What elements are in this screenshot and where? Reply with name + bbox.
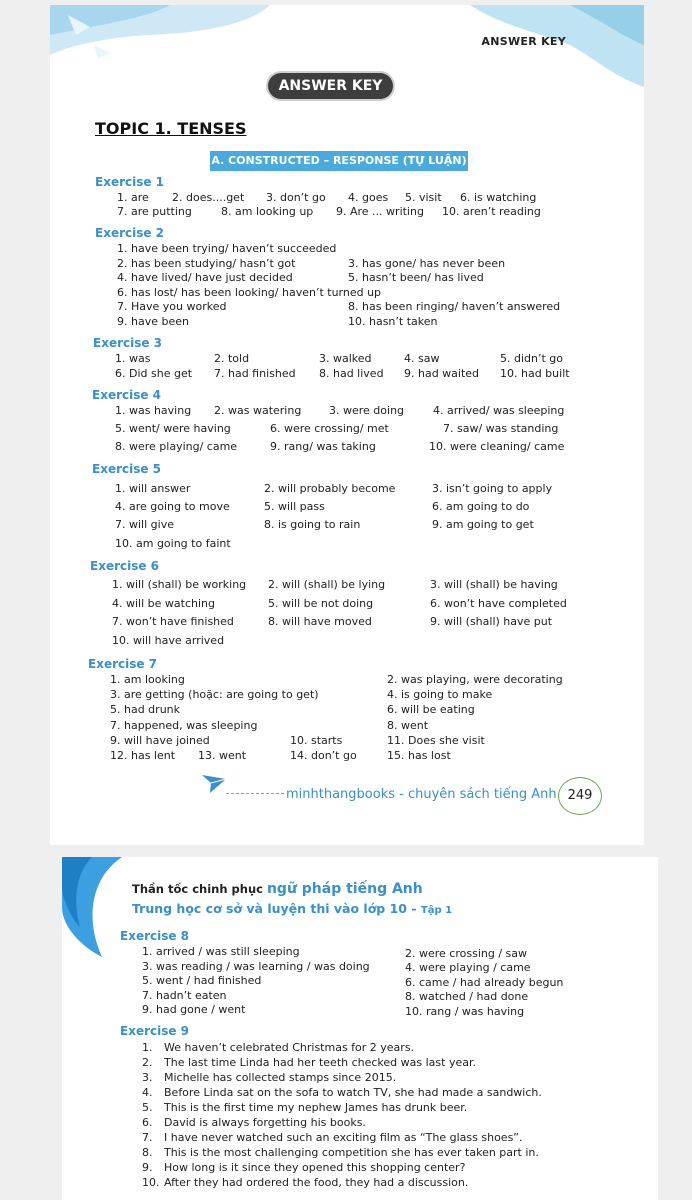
answer: 3. has gone/ has never been <box>348 257 506 270</box>
answer: 1. am looking <box>110 673 185 686</box>
answer: 4. are going to move <box>115 500 230 513</box>
answer: 5. will be not doing <box>268 597 374 610</box>
answer: 9. have been <box>117 315 189 328</box>
page-249 <box>50 5 644 845</box>
answer: 8. went <box>387 719 429 732</box>
answer: 7. hadn’t eaten <box>142 989 227 1002</box>
item-text: I have never watched such an exciting film as “The glass shoes”. <box>164 1131 523 1144</box>
answer: 4. were playing / came <box>405 961 531 974</box>
answer: 13. went <box>198 749 247 762</box>
answer: 4. will be watching <box>112 597 215 610</box>
answer: 5. went/ were having <box>115 422 231 435</box>
answer: 1. was <box>115 352 151 365</box>
item-text: How long is it since they opened this shopping center? <box>164 1161 466 1174</box>
answer: 3. were doing <box>329 404 405 417</box>
answer: 6. won’t have completed <box>430 597 567 610</box>
exercise-9-title: Exercise 9 <box>120 1024 190 1038</box>
answer: 4. have lived/ have just decided <box>117 271 293 284</box>
item-number: 10. <box>142 1176 160 1189</box>
answer: 9. had gone / went <box>142 1003 246 1016</box>
item-text: Michelle has collected stamps since 2015. <box>164 1071 397 1084</box>
answer: 8. were playing/ came <box>115 440 238 453</box>
answer: 1. are <box>117 191 149 204</box>
answer: 2. does....get <box>172 191 245 204</box>
answer: 3. isn’t going to apply <box>432 482 553 495</box>
answer: 10. hasn’t taken <box>348 315 438 328</box>
answer: 1. arrived / was still sleeping <box>142 945 300 958</box>
item-number: 2. <box>142 1056 153 1069</box>
answer: 10. will have arrived <box>112 634 225 647</box>
list-item <box>142 1176 468 1189</box>
topic-title: TOPIC 1. TENSES <box>95 119 247 138</box>
exercise-6-title: Exercise 6 <box>90 559 160 573</box>
item-number: 7. <box>142 1131 153 1144</box>
answer: 2. has been studying/ hasn’t got <box>117 257 296 270</box>
answer: 10. had built <box>500 367 570 380</box>
running-header: ANSWER KEY <box>481 35 566 48</box>
answer: 9. rang/ was taking <box>270 440 376 453</box>
footer-dotted-line <box>226 793 284 794</box>
answer: 8. had lived <box>319 367 384 380</box>
answer: 1. was having <box>115 404 192 417</box>
answer: 7. saw/ was standing <box>443 422 559 435</box>
answer: 7. Have you worked <box>117 300 227 313</box>
answer: 3. don’t go <box>266 191 326 204</box>
item-text: This is the first time my nephew James has drunk beer. <box>164 1101 468 1114</box>
answer: 6. will be eating <box>387 703 475 716</box>
item-text: The last time Linda had her teeth checked was last year. <box>164 1056 476 1069</box>
item-number: 6. <box>142 1116 153 1129</box>
list-item <box>142 1101 467 1114</box>
book-subtitle: Trung học cơ sở và luyện thi vào lớp 10 - <box>132 901 421 916</box>
answer: 3. will (shall) be having <box>430 578 558 591</box>
answer: 3. was reading / was learning / was doing <box>142 960 370 973</box>
page-250 <box>62 857 658 1200</box>
answer: 4. is going to make <box>387 688 493 701</box>
answer: 10. am going to faint <box>115 537 231 550</box>
exercise-3-title: Exercise 3 <box>93 336 163 350</box>
answer: 1. will answer <box>115 482 191 495</box>
answer: 6. am going to do <box>432 500 530 513</box>
item-number: 5. <box>142 1101 153 1114</box>
exercise-4-title: Exercise 4 <box>92 388 162 402</box>
answer: 8. am looking up <box>221 205 314 218</box>
item-number: 1. <box>142 1041 153 1054</box>
list-item <box>142 1116 366 1129</box>
footer-publisher: minhthangbooks - chuyên sách tiếng Anh <box>286 787 557 802</box>
answer: 10. were cleaning/ came <box>429 440 565 453</box>
answer: 8. watched / had done <box>405 990 529 1003</box>
list-item <box>142 1146 539 1159</box>
answer: 3. walked <box>319 352 372 365</box>
book-title-highlight: ngữ pháp tiếng Anh <box>266 881 423 897</box>
answer: 8. will have moved <box>268 615 372 628</box>
answer: 5. went / had finished <box>142 974 262 987</box>
book-title-prefix: Thần tốc chinh phục <box>132 882 267 896</box>
answer: 9. Are ... writing <box>336 205 424 218</box>
answer: 5. will pass <box>264 500 325 513</box>
answer: 6. came / had already begun <box>405 976 564 989</box>
book-volume: Tập 1 <box>420 905 453 916</box>
answer: 12. has lent <box>110 749 176 762</box>
answer: 9. will (shall) have put <box>430 615 553 628</box>
answer: 10. rang / was having <box>405 1005 525 1018</box>
exercise-2-title: Exercise 2 <box>95 226 165 240</box>
item-text: After they had ordered the food, they had a discussion. <box>164 1176 469 1189</box>
answer: 6. Did she get <box>115 367 193 380</box>
answer: 7. will give <box>115 518 174 531</box>
list-item <box>142 1131 523 1144</box>
item-number: 9. <box>142 1161 153 1174</box>
page-number: 249 <box>558 777 602 815</box>
list-item <box>142 1071 396 1084</box>
item-number: 8. <box>142 1146 153 1159</box>
section-heading: A. CONSTRUCTED – RESPONSE (TỰ LUẬN) <box>210 151 468 171</box>
answer: 10. starts <box>290 734 343 747</box>
answer: 2. will probably become <box>264 482 396 495</box>
answer: 2. told <box>214 352 250 365</box>
book-title-line-1 <box>132 881 423 897</box>
list-item <box>142 1041 414 1054</box>
answer: 1. have been trying/ haven’t succeeded <box>117 242 337 255</box>
answer: 4. arrived/ was sleeping <box>433 404 565 417</box>
answer: 9. am going to get <box>432 518 534 531</box>
answer: 6. is watching <box>460 191 537 204</box>
answer: 15. has lost <box>387 749 451 762</box>
exercise-7-title: Exercise 7 <box>88 657 158 671</box>
answer: 7. happened, was sleeping <box>110 719 258 732</box>
answer: 8. is going to rain <box>264 518 361 531</box>
exercise-1-title: Exercise 1 <box>95 175 165 189</box>
answer: 14. don’t go <box>290 749 357 762</box>
answer: 2. was watering <box>214 404 302 417</box>
item-text: We haven’t celebrated Christmas for 2 years. <box>164 1041 415 1054</box>
item-number: 3. <box>142 1071 153 1084</box>
header-crescent-decoration <box>62 857 142 977</box>
exercise-5-title: Exercise 5 <box>92 462 162 476</box>
item-text: Before Linda sat on the sofa to watch TV, she had made a sandwich. <box>164 1086 542 1099</box>
item-number: 4. <box>142 1086 153 1099</box>
answer: 11. Does she visit <box>387 734 485 747</box>
answer: 7. had finished <box>214 367 296 380</box>
answer: 5. hasn’t been/ has lived <box>348 271 484 284</box>
answer: 5. didn’t go <box>500 352 564 365</box>
answer: 4. saw <box>404 352 440 365</box>
item-text: This is the most challenging competition she has ever taken part in. <box>164 1146 539 1159</box>
answer: 2. was playing, were decorating <box>387 673 563 686</box>
answer: 2. were crossing / saw <box>405 947 527 960</box>
answer: 5. visit <box>405 191 442 204</box>
answer: 1. will (shall) be working <box>112 578 247 591</box>
answer: 7. won’t have finished <box>112 615 234 628</box>
answer: 3. are getting (hoặc: are going to get) <box>110 688 319 701</box>
answer: 4. goes <box>348 191 389 204</box>
list-item <box>142 1161 465 1174</box>
answer: 7. are putting <box>117 205 192 218</box>
answer-key-banner: ANSWER KEY <box>268 73 393 99</box>
list-item <box>142 1086 542 1099</box>
answer: 2. will (shall) be lying <box>268 578 386 591</box>
item-text: David is always forgetting his books. <box>164 1116 366 1129</box>
list-item <box>142 1056 476 1069</box>
answer: 8. has been ringing/ haven’t answered <box>348 300 561 313</box>
paper-plane-icon <box>200 771 228 795</box>
answer: 9. had waited <box>404 367 480 380</box>
answer: 5. had drunk <box>110 703 181 716</box>
answer: 9. will have joined <box>110 734 210 747</box>
book-title-line-2 <box>132 901 452 916</box>
exercise-8-title: Exercise 8 <box>120 929 190 943</box>
answer: 6. has lost/ has been looking/ haven’t turned up <box>117 286 382 299</box>
answer: 6. were crossing/ met <box>270 422 389 435</box>
answer: 10. aren’t reading <box>442 205 541 218</box>
